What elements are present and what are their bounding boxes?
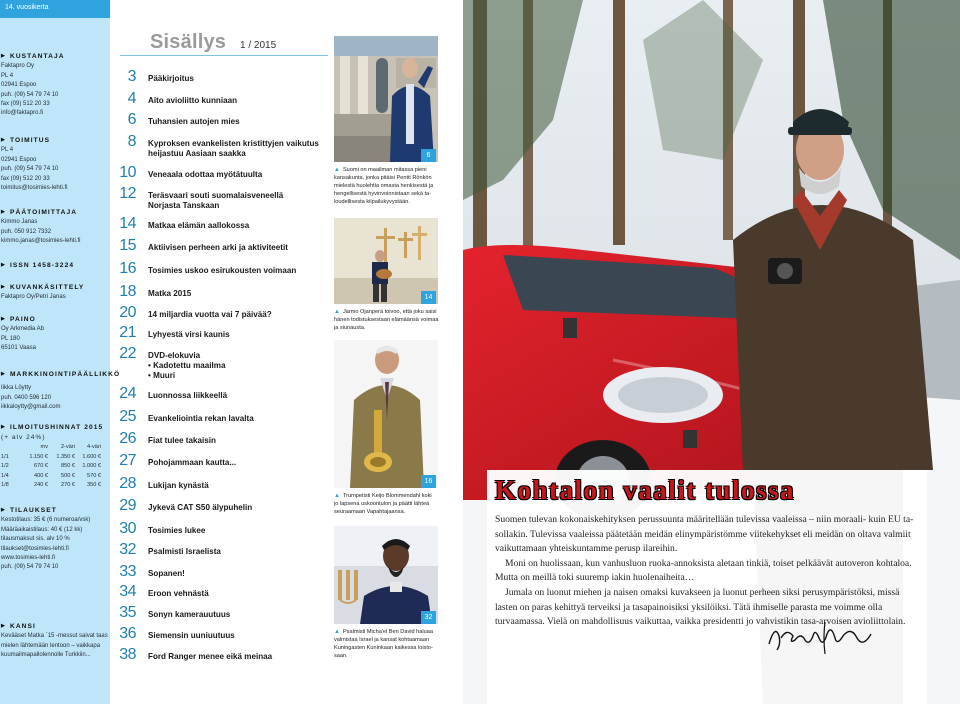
masthead-line: 02941 Espoo xyxy=(1,82,37,89)
photo-building-man xyxy=(334,36,438,162)
table-row xyxy=(1,443,101,453)
table-cell: 570 € xyxy=(87,472,101,479)
article-title: Lyhyestä virsi kaunis xyxy=(148,330,230,339)
masthead-line: puh. 050 912 7332 xyxy=(1,228,52,235)
page-number: 33 xyxy=(119,563,136,580)
page-number: 36 xyxy=(119,625,136,642)
photo-guitarist xyxy=(334,218,438,304)
masthead-editorial-office xyxy=(0,136,110,193)
contents-entry[interactable] xyxy=(112,452,322,478)
page-number: 22 xyxy=(119,345,136,362)
contents-entry[interactable] xyxy=(112,408,322,434)
table-cell: 850 € xyxy=(61,463,75,470)
caption-line: Kuningasten Kuninkaan kaikessa loisto- xyxy=(334,644,433,651)
masthead-line: Kestotilaus: 35 € (6 numeroa/vsk) xyxy=(1,517,91,524)
table-cell: 1/2 xyxy=(1,463,9,470)
masthead-line: PL 4 xyxy=(1,147,14,154)
page-badge: 32 xyxy=(421,611,436,624)
editor-signature-icon xyxy=(765,614,875,662)
section-heading: ▶ PÄÄTOIMITTAJA xyxy=(1,208,110,218)
editorial-paragraph: Jumala on luonut miehen ja naisen omaksi kuvakseen ja luonut perheen siksi perusympäristöksi, missä lasten on paras kehittyä terveiksi ja tasapainoisiksi yksilöiksi. Tätä ihmiselle parasta me voimme olla turvaamassa. Vielä on mahdollisuus vaikuttaa, vaikka presidentti jo vahvistikin tasa-arvoisen avioliittolain. xyxy=(495,586,906,628)
caption-line xyxy=(334,629,440,637)
photo-caption xyxy=(334,629,440,661)
masthead-line: puh. (09) 54 79 74 10 xyxy=(1,91,59,98)
table-cell: 240 € xyxy=(34,482,48,489)
caption-line: loudellisesta kilpailukyvystään. xyxy=(334,198,410,205)
masthead-printing xyxy=(0,315,110,354)
page-badge: 14 xyxy=(421,291,436,304)
article-title xyxy=(148,191,324,211)
contents-entry[interactable] xyxy=(112,283,322,309)
contents-entry[interactable] xyxy=(112,497,322,523)
masthead-line: Kevääset Matka ´15 -messut saivat taas xyxy=(1,633,108,640)
article-title: Matkaa elämän aallokossa xyxy=(148,221,250,230)
article-title: Matka 2015 xyxy=(148,289,192,298)
article-title: Psalmisti Israelista xyxy=(148,547,221,556)
page-number: 8 xyxy=(127,133,136,150)
table-cell: mv xyxy=(40,443,48,450)
article-title xyxy=(148,351,324,381)
page-number: 30 xyxy=(119,520,136,537)
contents-entry[interactable] xyxy=(112,385,322,411)
table-cell: 1.000 € xyxy=(82,463,101,470)
title-line: Kyproksen evankelisten kristittyjen vaikutus xyxy=(148,139,319,148)
caption-text: Jarmo Ojanperä toivoo, että joku saisi xyxy=(342,309,437,315)
article-title: Lukijan kynästä xyxy=(148,481,209,490)
photo-psalmist xyxy=(334,526,438,624)
contents-entry[interactable] xyxy=(112,475,322,501)
triangle-icon: ▲ xyxy=(334,493,340,499)
caption-line xyxy=(334,167,440,175)
title-line: • Muuri xyxy=(148,371,176,380)
section-heading: ▶ KUVANKÄSITTELY xyxy=(1,283,110,293)
photo-image xyxy=(334,526,438,624)
contents-title: Sisällys xyxy=(150,31,227,53)
caption-line xyxy=(334,493,440,501)
page-number: 16 xyxy=(119,260,136,277)
masthead-line: Oy Arkmedia Ab xyxy=(1,326,45,333)
section-heading: ▶ MARKKINOINTIPÄÄLLIKKÖ xyxy=(1,370,110,380)
article-title: 14 miljardia vuotta vai 7 päivää? xyxy=(148,310,272,319)
contents-entry[interactable] xyxy=(112,111,322,137)
caption-line: seuraamaan Vapahtajaansa. xyxy=(334,508,406,515)
ad-price-table xyxy=(1,443,101,491)
caption-line: hänen todistuksestaan elämäänsä voimaa xyxy=(334,316,439,323)
masthead-line: puh. (09) 54 79 74 10 xyxy=(1,564,59,571)
masthead-line: tilaukset@tosimies-lehti.fi xyxy=(1,545,69,552)
photo-image xyxy=(334,36,438,162)
contents-entry[interactable] xyxy=(112,604,322,630)
title-line: Teräsvaari souti suomalaisveneellä xyxy=(148,191,284,200)
masthead-line: info@faktapro.fi xyxy=(1,110,44,117)
page-number: 15 xyxy=(119,237,136,254)
table-cell: 350 € xyxy=(87,482,101,489)
masthead-line: Iikka Löytty xyxy=(1,385,32,392)
contents-entry[interactable] xyxy=(112,260,322,286)
page-number: 38 xyxy=(119,646,136,663)
page-number: 6 xyxy=(127,111,136,128)
contents-entry[interactable] xyxy=(112,237,322,263)
contents-entry[interactable] xyxy=(112,324,322,350)
masthead-line: 65101 Vaasa xyxy=(1,345,36,352)
contents-entry[interactable] xyxy=(112,68,322,94)
section-heading: ▶ ISSN 1458-3224 xyxy=(1,261,110,271)
triangle-icon: ▲ xyxy=(334,629,340,635)
contents-entry[interactable] xyxy=(112,430,322,456)
contents-issue-number: 1 / 2015 xyxy=(240,40,277,51)
page-number: 24 xyxy=(119,385,136,402)
title-line: DVD-elokuvia xyxy=(148,351,201,360)
masthead-line: PL 180 xyxy=(1,335,20,342)
volume-label: 14. vuosikerta xyxy=(5,4,49,11)
editorial-body xyxy=(495,513,915,630)
masthead-editor-in-chief xyxy=(0,208,110,247)
masthead-line: www.tosimies-lehti.fi xyxy=(1,555,56,562)
table-cell: 1/8 xyxy=(1,482,9,489)
table-cell: 670 € xyxy=(34,463,48,470)
caption-line: valmistaa Israel ja kansat kohtaamaan xyxy=(334,636,430,643)
article-title: Jykevä CAT S50 älypuhelin xyxy=(148,503,253,512)
editorial-paragraph: Moni on huolissaan, kun vanhusluon ruoka-annoksista aletaan tinkiä, toiset pelkäävät autoveron kohtaloa. Mutta on meillä toki suuremp iakin huolenaiheita… xyxy=(495,557,912,584)
contents-entry[interactable] xyxy=(112,164,322,190)
contents-entry[interactable] xyxy=(112,583,322,609)
article-title: Veneaala odottaa myötätuulta xyxy=(148,170,263,179)
table-row xyxy=(1,481,101,491)
masthead-line: iikkaloytty@gmail.com xyxy=(1,404,61,411)
contents-entry[interactable] xyxy=(112,625,322,651)
masthead-line: puh. (09) 54 79 74 10 xyxy=(1,166,59,173)
section-heading: ▶ KUSTANTAJA xyxy=(1,52,110,62)
article-title xyxy=(148,139,324,159)
caption-text: Suomi on maailman mitassa pieni xyxy=(342,167,427,173)
page-number: 20 xyxy=(119,304,136,321)
caption-line: ja siunausta. xyxy=(334,324,366,331)
table-cell: 500 € xyxy=(61,472,75,479)
title-line: heijastuu Aasiaan saakka xyxy=(148,149,246,158)
masthead-line: puh. 0400 596 120 xyxy=(1,394,52,401)
table-cell: 1.600 € xyxy=(82,453,101,460)
photo-caption xyxy=(334,493,440,517)
table-cell: 2-väri xyxy=(61,443,75,450)
caption-line: mielestä huolehtia omasta henkisestä ja xyxy=(334,182,434,189)
masthead-line: mielen lähtemään lentoon – vaikkapa xyxy=(1,642,101,649)
page-number: 18 xyxy=(119,283,136,300)
masthead-cover xyxy=(0,622,110,661)
contents-entry[interactable] xyxy=(112,304,322,330)
page-number: 35 xyxy=(119,604,136,621)
contents-entry[interactable] xyxy=(112,563,322,589)
caption-text: Psalmisti Micha'el Ben David haluaa xyxy=(342,629,433,635)
article-title: Pohojammaan kautta... xyxy=(148,458,237,467)
masthead-marketing-manager xyxy=(0,370,121,413)
article-title: Tosimies uskoo esirukousten voimaan xyxy=(148,266,297,275)
article-title: Aktiivisen perheen arki ja aktiviteetit xyxy=(148,243,288,252)
table-row xyxy=(1,462,101,472)
masthead-subscriptions xyxy=(0,506,110,573)
section-heading: ▶ ILMOITUSHINNAT 2015 xyxy=(1,423,110,433)
masthead-line: fax (09) 512 20 33 xyxy=(1,175,50,182)
triangle-icon: ▲ xyxy=(334,309,340,315)
photo-trumpeter xyxy=(334,340,438,488)
masthead-line: Faktapro Oy/Petri Janas xyxy=(1,294,66,301)
article-title: Aito avioliitto kunniaan xyxy=(148,96,238,105)
article-title: Fiat tulee takaisin xyxy=(148,436,216,445)
table-cell: 4-väri xyxy=(87,443,101,450)
vat-note: (+ alv 24%) xyxy=(1,434,46,442)
masthead-line: fax (09) 512 20 33 xyxy=(1,101,50,108)
page-number: 26 xyxy=(119,430,136,447)
contents-entry[interactable] xyxy=(112,185,322,211)
page-number: 3 xyxy=(127,68,136,85)
masthead-line: PL 4 xyxy=(1,72,14,79)
table-cell: 1/1 xyxy=(1,453,9,460)
contents-entry[interactable] xyxy=(112,520,322,546)
page-number: 4 xyxy=(127,90,136,107)
page-number: 12 xyxy=(119,185,136,202)
title-line: • Kadotettu maailma xyxy=(148,361,226,370)
table-cell xyxy=(1,443,21,453)
page-badge: 6 xyxy=(421,149,436,162)
section-heading: ▶ TOIMITUS xyxy=(1,136,110,146)
masthead-line: kuumailmapallolennolle Turkkiin... xyxy=(1,652,91,659)
page-number: 34 xyxy=(119,583,136,600)
article-title: Sonyn kamerauutuus xyxy=(148,610,231,619)
title-line: Norjasta Tanskaan xyxy=(148,201,220,210)
caption-line: kansakunta, jonka pitäisi Pentti Rönkön xyxy=(334,174,432,181)
masthead-line: Faktapro Oy xyxy=(1,63,35,70)
masthead-ad-prices xyxy=(0,423,110,491)
table-row xyxy=(1,472,101,482)
contents-entry[interactable] xyxy=(112,90,322,116)
masthead-issn xyxy=(0,261,110,271)
page-number: 27 xyxy=(119,452,136,469)
contents-entry[interactable] xyxy=(112,133,322,159)
table-cell: 1.350 € xyxy=(56,453,75,460)
header-divider xyxy=(120,55,328,56)
page-badge: 16 xyxy=(421,475,436,488)
masthead-publisher xyxy=(0,52,110,119)
triangle-icon: ▲ xyxy=(334,167,340,173)
caption-line: jo lapsena uskoontulon ja päätti lähteä xyxy=(334,500,430,507)
editorial-paragraph: Suomen tulevan kokonaiskehityksen perussuunta määritellään tulevissa vaaleissa – niin moraali- kuin EU ta-sollakin. Tulevissa vaaleissa päätetään meidän elinympäristömme viitekehykset eli meidän on oltava valmiit vaikuttamaan yhteiskuntamme perusp ilareihin. xyxy=(495,514,914,555)
page-number: 21 xyxy=(119,324,136,341)
photo-caption xyxy=(334,309,440,333)
table-cell: 400 € xyxy=(34,472,48,479)
page-number: 32 xyxy=(119,541,136,558)
article-title: Evankeliointia rekan lavalta xyxy=(148,414,254,423)
masthead-line: 02941 Espoo xyxy=(1,156,37,163)
editorial-headline: Kohtalon vaalit tulossa xyxy=(495,475,796,505)
photo-caption xyxy=(334,167,440,207)
caption-line: hengellisestä hyvinvoinnistaan sekä ta- xyxy=(334,190,432,197)
article-title: Luonnossa liikkeellä xyxy=(148,391,228,400)
contents-entry[interactable] xyxy=(112,215,322,241)
section-heading: ▶ PAINO xyxy=(1,315,110,325)
table-cell: 1/4 xyxy=(1,472,9,479)
section-heading: ▶ KANSI xyxy=(1,622,110,632)
caption-line xyxy=(334,309,440,317)
page-number: 10 xyxy=(119,164,136,181)
page-number: 28 xyxy=(119,475,136,492)
masthead-line: Määräaikaistilaus: 40 € (12 kk) xyxy=(1,526,83,533)
section-heading: ▶ TILAUKSET xyxy=(1,506,110,516)
article-title: Tuhansien autojen mies xyxy=(148,117,240,126)
article-title: Tosimies lukee xyxy=(148,526,206,535)
page-number: 29 xyxy=(119,497,136,514)
masthead-line: tilausmaksut sis. alv 10 % xyxy=(1,536,70,543)
article-title: Ford Ranger menee eikä meinaa xyxy=(148,652,273,661)
masthead-line: kimmo.janas@tosimies-lehti.fi xyxy=(1,238,81,245)
page-number: 14 xyxy=(119,215,136,232)
table-cell: 1.150 € xyxy=(29,453,48,460)
contents-entry[interactable] xyxy=(112,345,322,380)
contents-entry[interactable] xyxy=(112,646,322,672)
contents-entry[interactable] xyxy=(112,541,322,567)
masthead-image-processing xyxy=(0,283,110,303)
article-title: Pääkirjoitus xyxy=(148,74,194,83)
volume-banner xyxy=(0,0,110,18)
masthead-line: toimitus@tosimies-lehti.fi xyxy=(1,185,68,192)
caption-line: saan. xyxy=(334,652,348,659)
page-number: 25 xyxy=(119,408,136,425)
article-title: Siemensin uuniuutuus xyxy=(148,631,235,640)
photo-image xyxy=(334,340,438,488)
article-title: Sopanen! xyxy=(148,569,185,578)
masthead-line: Kimmo Janas xyxy=(1,219,38,226)
table-cell: 270 € xyxy=(61,482,75,489)
article-title: Eroon vehnästä xyxy=(148,589,209,598)
caption-text: Trumpetisti Keijo Blommendahl koki xyxy=(342,493,432,499)
table-row xyxy=(1,452,101,462)
